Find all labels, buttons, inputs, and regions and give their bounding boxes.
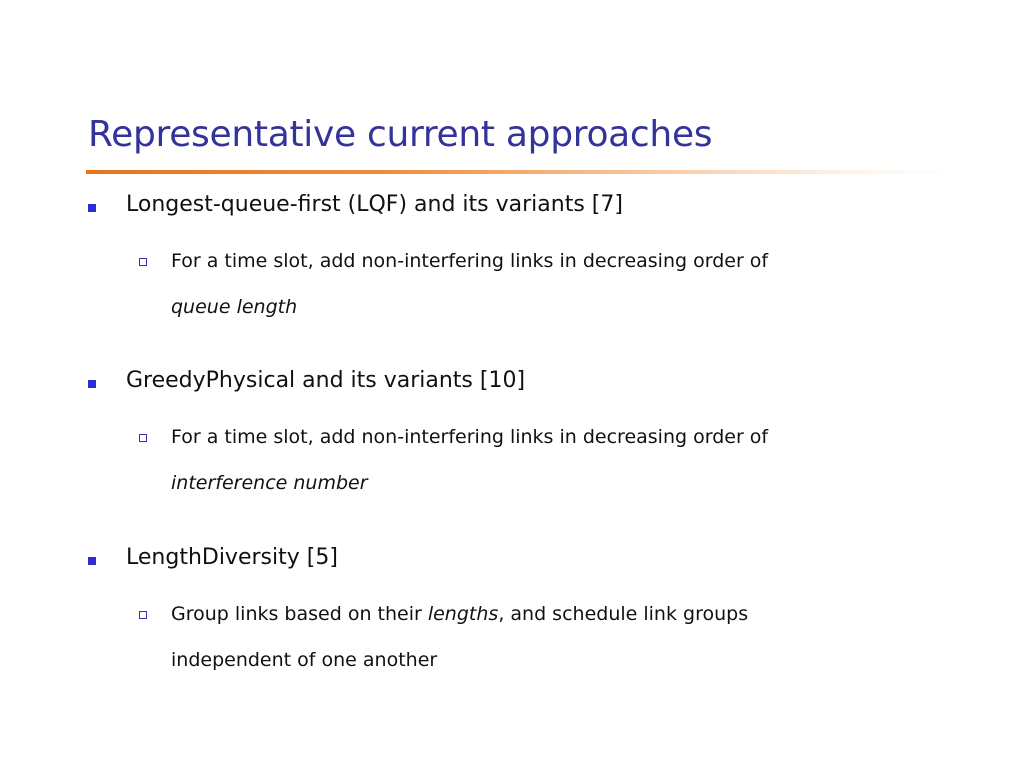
sub-item-lqf-line1: For a time slot, add non-interfering links in decreasing order of — [171, 250, 769, 272]
bullet-item-lqf: Longest-queue-first (LQF) and its variants [7] — [126, 192, 623, 217]
sub-item-length-pre: Group links based on their — [171, 603, 428, 625]
slide-title: Representative current approaches — [88, 114, 713, 155]
sub-item-greedy-line2 — [171, 469, 368, 497]
title-underline — [86, 170, 946, 174]
sub-bullet-hollow-square-icon — [139, 258, 147, 266]
bullet-square-icon — [88, 557, 96, 565]
emphasis-queue-length: queue length — [171, 296, 298, 318]
emphasis-lengths: lengths — [427, 603, 499, 625]
sub-item-length-line1 — [171, 600, 748, 628]
bullet-item-lengthdiversity: LengthDiversity [5] — [126, 545, 338, 570]
emphasis-interference-number: interference number — [171, 472, 368, 494]
sub-bullet-hollow-square-icon — [139, 434, 147, 442]
bullet-item-greedyphysical: GreedyPhysical and its variants [10] — [126, 368, 526, 393]
bullet-square-icon — [88, 204, 96, 212]
sub-item-greedy-line1: For a time slot, add non-interfering links in decreasing order of — [171, 426, 769, 448]
sub-item-length-line2: independent of one another — [171, 649, 438, 671]
sub-bullet-hollow-square-icon — [139, 611, 147, 619]
bullet-square-icon — [88, 380, 96, 388]
sub-item-length-post: , and schedule link groups — [498, 603, 749, 625]
sub-item-lqf-line2 — [171, 293, 297, 321]
